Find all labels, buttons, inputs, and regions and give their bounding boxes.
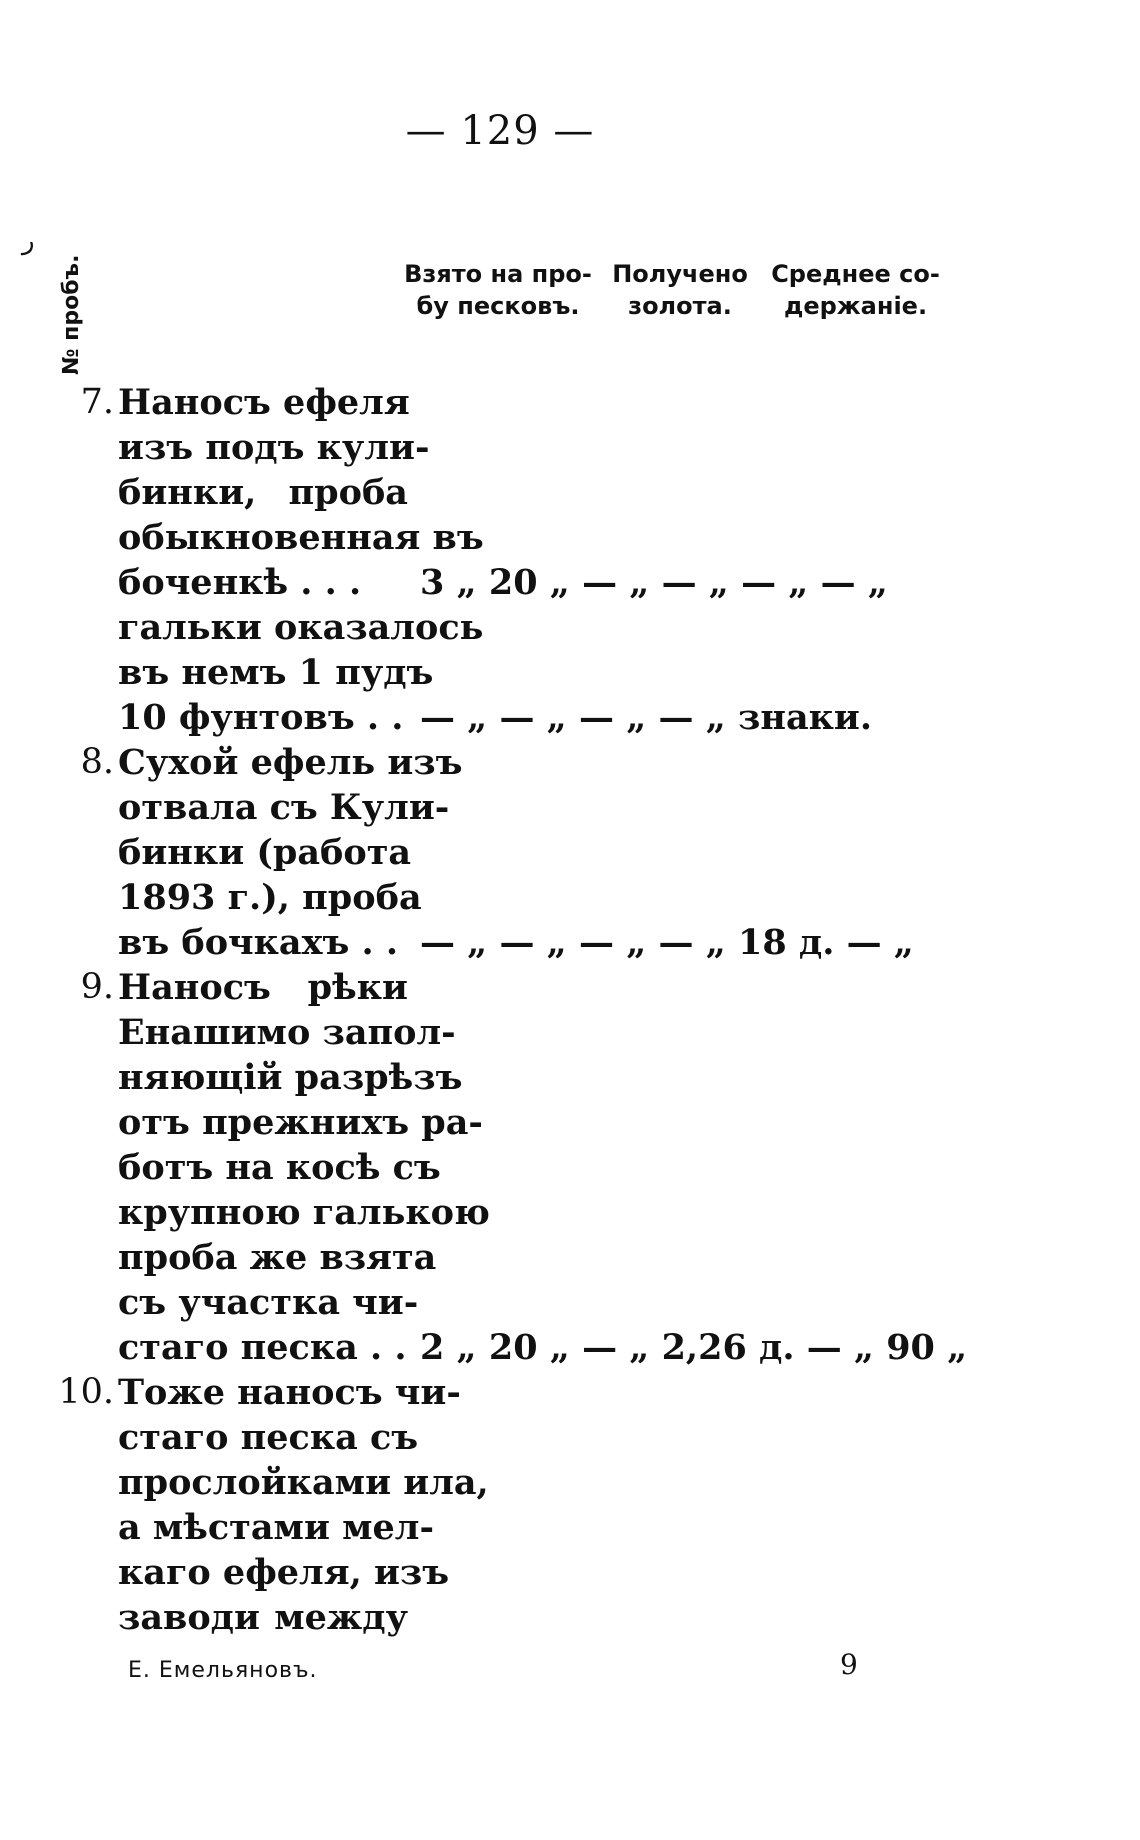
sample-description: изъ подъ кули- [118, 427, 430, 468]
table-line [0, 1415, 1140, 1460]
table-line [0, 920, 1140, 965]
sample-description: Наносъ рѣки [118, 967, 408, 1008]
sample-description: заводи между [118, 1597, 408, 1638]
sample-description: Енашимо запол- [118, 1012, 456, 1053]
table-line [0, 650, 1140, 695]
sample-description: отвала съ Кули- [118, 787, 450, 828]
sample-values: — „ — „ — „ — „ знаки. [420, 697, 873, 738]
sample-number: 8. [80, 742, 114, 782]
column-header-sand-taken [398, 258, 598, 322]
column-header-line: держаніе. [783, 292, 928, 320]
column-header-sample-number: № пробъ. [59, 254, 84, 375]
sample-description: крупною галькою [118, 1192, 490, 1233]
table-line [0, 1145, 1140, 1190]
column-header-average-content [768, 258, 943, 322]
sample-description: въ бочкахъ . . [118, 922, 399, 963]
column-header-line: бу песковъ. [416, 292, 580, 320]
column-header-line: Получено [612, 260, 748, 288]
sample-description: Тоже наносъ чи- [118, 1372, 461, 1413]
sample-description: ботъ на косѣ съ [118, 1147, 441, 1188]
footer-signature-mark: 9 [840, 1648, 858, 1681]
sample-number: 10. [58, 1372, 114, 1412]
table-line [0, 1055, 1140, 1100]
table-line [0, 470, 1140, 515]
table-line [0, 1190, 1140, 1235]
table-line [0, 605, 1140, 650]
sample-description: боченкѣ . . . [118, 562, 362, 603]
sample-description: няющій разрѣзъ [118, 1057, 463, 1098]
table-line [0, 965, 1140, 1010]
table-line [0, 830, 1140, 875]
table-line [0, 1325, 1140, 1370]
table-line [0, 515, 1140, 560]
table-line [0, 1280, 1140, 1325]
sample-description: каго ефеля, изъ [118, 1552, 450, 1593]
table-line [0, 1550, 1140, 1595]
sample-description: съ участка чи- [118, 1282, 419, 1323]
page-number: — 129 — [405, 108, 595, 154]
sample-description: отъ прежнихъ ра- [118, 1102, 483, 1143]
sample-number: 9. [80, 967, 114, 1007]
sample-description: 10 фунтовъ . . [118, 697, 404, 738]
table-line [0, 1100, 1140, 1145]
sample-values: — „ — „ — „ — „ 18 д. — „ [420, 922, 914, 963]
table-line [0, 425, 1140, 470]
sample-description: бинки, проба [118, 472, 408, 513]
table-line [0, 875, 1140, 920]
sample-description: стаго песка съ [118, 1417, 419, 1458]
footer-author: Е. Емельяновъ. [128, 1658, 318, 1683]
table-line [0, 1460, 1140, 1505]
margin-mark: ر [22, 226, 35, 256]
sample-description: Сухой ефель изъ [118, 742, 463, 783]
sample-description: стаго песка . . [118, 1327, 407, 1368]
sample-values: 2 „ 20 „ — „ 2,26 д. — „ 90 „ [420, 1327, 968, 1368]
table-line [0, 785, 1140, 830]
table-line [0, 1505, 1140, 1550]
sample-description: обыкновенная въ [118, 517, 484, 558]
sample-values: 3 „ 20 „ — „ — „ — „ — „ [420, 562, 888, 603]
sample-description: а мѣстами мел- [118, 1507, 434, 1548]
sample-description: въ немъ 1 пудъ [118, 652, 434, 693]
table-line [0, 380, 1140, 425]
sample-description: 1893 г.), проба [118, 877, 422, 918]
sample-description: бинки (работа [118, 832, 412, 873]
sample-description: проба же взята [118, 1237, 437, 1278]
sample-description: гальки оказалось [118, 607, 484, 648]
table-line [0, 740, 1140, 785]
sample-table-body [0, 380, 1140, 1640]
column-header-gold-obtained [605, 258, 755, 322]
column-header-line: золота. [628, 292, 732, 320]
table-line [0, 1010, 1140, 1055]
table-line [0, 695, 1140, 740]
sample-description: Наносъ ефеля [118, 382, 410, 423]
sample-number: 7. [80, 382, 114, 422]
column-header-line: Взято на про- [404, 260, 592, 288]
column-header-line: Среднее со- [771, 260, 940, 288]
table-line [0, 1235, 1140, 1280]
table-line [0, 1370, 1140, 1415]
sample-description: прослойками ила, [118, 1462, 489, 1503]
table-line [0, 560, 1140, 605]
table-line [0, 1595, 1140, 1640]
